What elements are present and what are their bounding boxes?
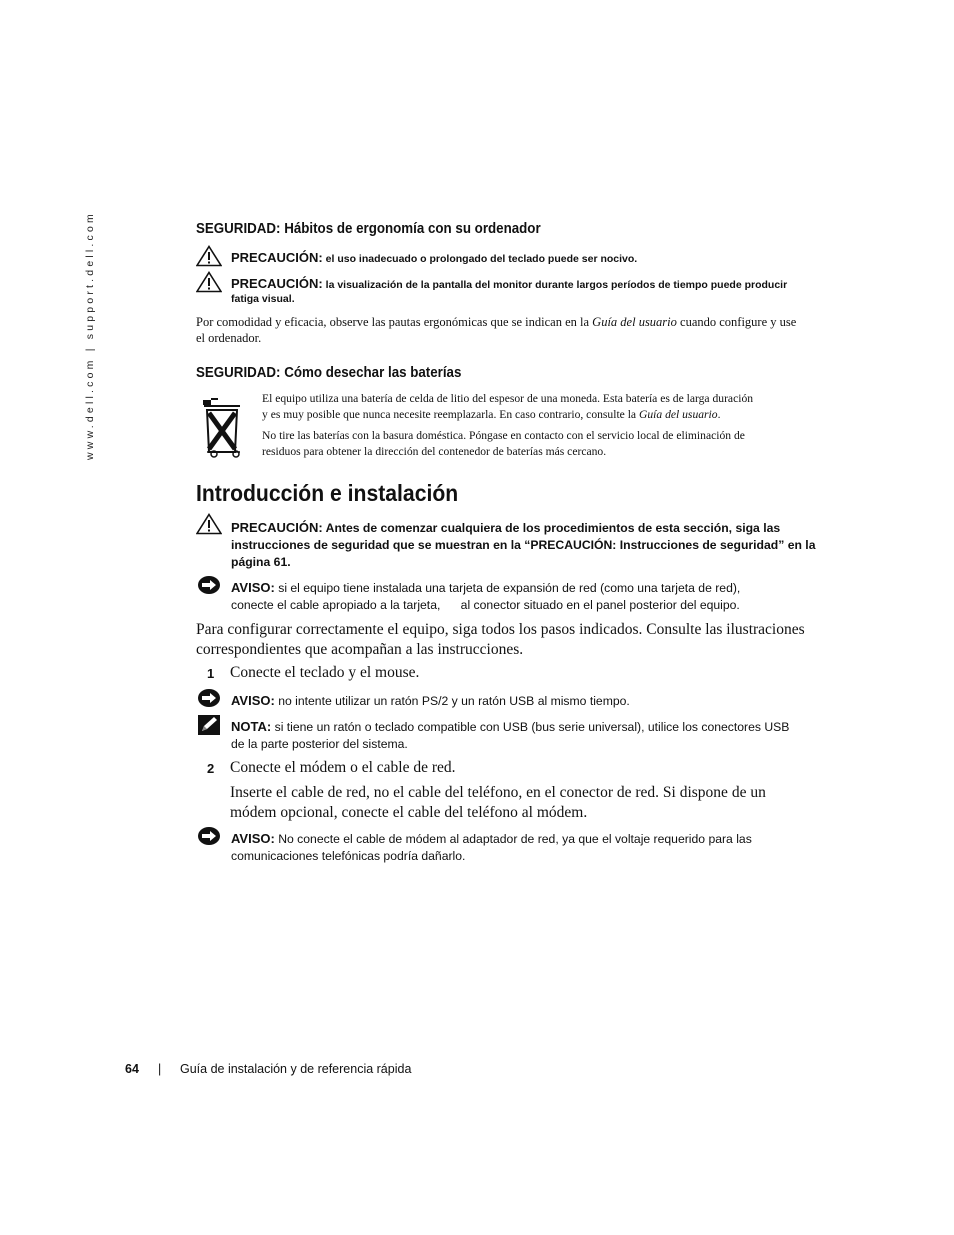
- notice-arrow-icon: [197, 826, 221, 846]
- body-text: Inserte el cable de red, no el cable del teléfono, en el conector de red. Si dispone de un: [230, 784, 766, 801]
- footer-doc-title: Guía de instalación y de referencia rápida: [180, 1062, 412, 1076]
- page-title: Introducción e instalación: [196, 480, 459, 506]
- page-number: 64: [125, 1062, 139, 1076]
- caution-icon: [196, 271, 222, 293]
- caution-label: PRECAUCIÓN:: [231, 520, 323, 535]
- step-text: Conecte el teclado y el mouse.: [230, 664, 420, 681]
- caution-monitor: [231, 275, 831, 294]
- ergonomics-body-line1: [196, 314, 826, 330]
- caution-text: página 61.: [231, 555, 291, 569]
- body-text: correspondientes que acompañan a las instrucciones.: [196, 640, 524, 658]
- caution-text-line2: fatiga visual.: [231, 293, 295, 305]
- body-text: cuando configure y use: [676, 315, 797, 329]
- user-guide-ref: Guía del usuario: [592, 315, 677, 329]
- caution-label: PRECAUCIÓN:: [231, 276, 323, 291]
- setup-notice-mouse: [231, 692, 630, 710]
- notice-text: No conecte el cable de módem al adaptador de red, ya que el voltaje requerido para las: [278, 832, 752, 846]
- notice-arrow-icon: [197, 575, 221, 595]
- step-text: Conecte el módem o el cable de red.: [230, 759, 456, 776]
- setup-notice-modem: [231, 830, 752, 865]
- caution-text-line1: la visualización de la pantalla del monitor durante largos períodos de tiempo puede producir: [325, 279, 788, 291]
- notice-label: AVISO:: [231, 580, 275, 595]
- body-text: módem opcional, conecte el cable del teléfono al módem.: [230, 803, 588, 821]
- notice-arrow-icon: [197, 688, 221, 708]
- body-text: .: [717, 407, 721, 421]
- caution-text: instrucciones de seguridad que se muestran en la “PRECAUCIÓN: Instrucciones de seguridad” en la: [231, 538, 816, 552]
- note-text: de la parte posterior del sistema.: [231, 737, 408, 751]
- notice-text: conecte el cable apropiado a la tarjeta, al conector situado en el panel posterior del equipo.: [231, 598, 740, 612]
- caution-text: el uso inadecuado o prolongado del teclado puede ser nocivo.: [325, 253, 638, 265]
- notice-label: AVISO:: [231, 693, 275, 708]
- caution-text: Antes de comenzar cualquiera de los procedimientos de esta sección, siga las: [325, 521, 781, 535]
- crossed-out-bin-icon: [200, 396, 248, 460]
- note-text: si tiene un ratón o teclado compatible con USB (bus serie universal), utilice los conectores USB: [274, 720, 790, 734]
- body-text: No tire las baterías con la basura doméstica. Póngase en contacto con el servicio local de eliminación de: [262, 429, 745, 442]
- setup-caution: [231, 519, 831, 571]
- notice-label: AVISO:: [231, 831, 275, 846]
- ergonomics-heading: SEGURIDAD: Hábitos de ergonomía con su ordenador: [196, 221, 541, 237]
- body-text: Por comodidad y eficacia, observe las pautas ergonómicas que se indican en la: [196, 315, 593, 329]
- notice-text: comunicaciones telefónicas podría dañarlo.: [231, 849, 466, 863]
- notice-text: si el equipo tiene instalada una tarjeta de expansión de red (como una tarjeta de red),: [278, 581, 741, 595]
- caution-label: PRECAUCIÓN:: [231, 250, 323, 265]
- body-text: y es muy posible que nunca necesite reemplazarla. En caso contrario, consulte la: [262, 407, 639, 421]
- footer-separator: |: [158, 1062, 162, 1076]
- step-detail: [230, 783, 766, 822]
- step-number: 1: [207, 666, 215, 681]
- caution-icon: [196, 513, 222, 535]
- step-number: 2: [207, 761, 215, 776]
- setup-notice-network: [231, 579, 831, 614]
- caution-keyboard: [231, 249, 821, 268]
- notice-text: no intente utilizar un ratón PS/2 y un ratón USB al mismo tiempo.: [278, 694, 630, 708]
- body-text: residuos para obtener la dirección del contenedor de baterías más cercano.: [262, 444, 607, 458]
- ergonomics-body-line2: el ordenador.: [196, 331, 262, 345]
- user-guide-ref: Guía del usuario: [638, 407, 718, 421]
- body-text: Para configurar correctamente el equipo, siga todos los pasos indicados. Consulte las ilustraciones: [196, 621, 805, 638]
- setup-intro: [196, 620, 805, 659]
- sidebar-url: www.dell.com | support.dell.com: [84, 211, 96, 460]
- note-pencil-icon: [197, 714, 221, 736]
- note-label: NOTA:: [231, 719, 272, 734]
- batteries-paragraph-2: [262, 428, 745, 459]
- setup-note-usb: [231, 718, 789, 753]
- batteries-paragraph-1: [262, 391, 753, 422]
- body-text: El equipo utiliza una batería de celda de litio del espesor de una moneda. Esta batería es de larga duración: [262, 392, 754, 405]
- caution-icon: [196, 245, 222, 267]
- batteries-heading: SEGURIDAD: Cómo desechar las baterías: [196, 365, 462, 381]
